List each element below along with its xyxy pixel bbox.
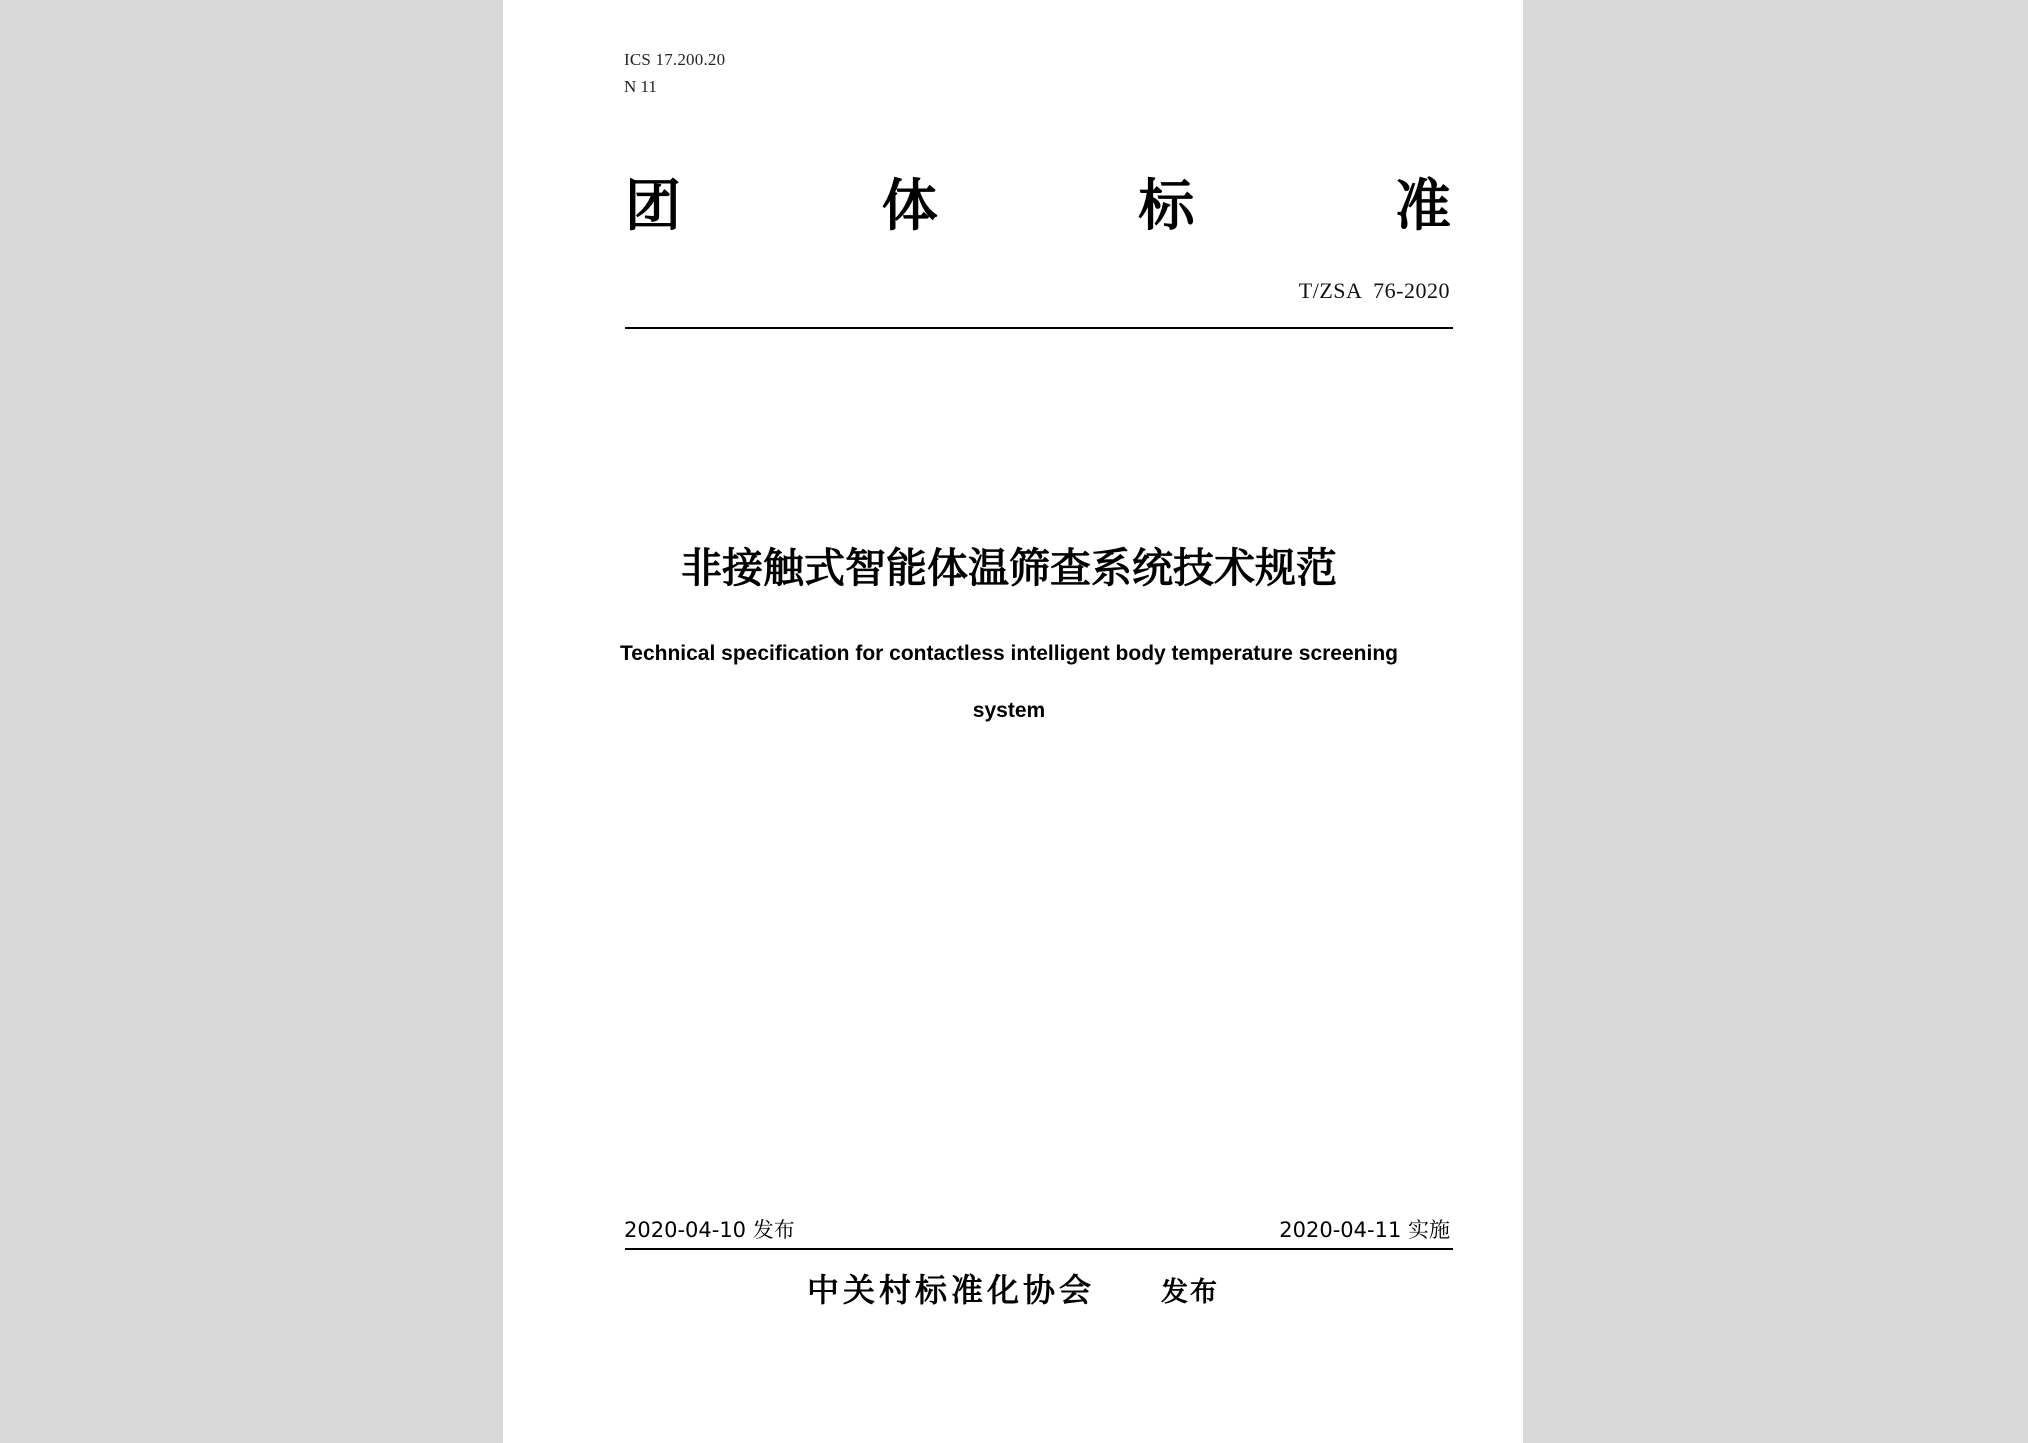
standard-type-char: 准 (1394, 173, 1451, 239)
ics-code: ICS 17.200.20 (624, 50, 726, 69)
issue-date: 2020-04-10 发布 (624, 1218, 795, 1242)
title-english-line-1: Technical specification for contactless intelligent body temperature screening (620, 642, 1398, 665)
top-divider (625, 327, 1453, 329)
publisher-line (503, 1268, 1523, 1315)
implementation-date: 2020-04-11 实施 (1279, 1218, 1450, 1242)
bottom-divider (625, 1248, 1453, 1250)
standard-code: T/ZSA 76-2020 (1298, 278, 1450, 303)
title-chinese: 非接触式智能体温筛查系统技术规范 (681, 544, 1337, 592)
title-english-line-2: system (972, 699, 1046, 722)
publisher-organization: 中关村标准化协会 (806, 1271, 1095, 1309)
ccs-code: N 11 (624, 77, 657, 96)
standard-type-char: 团 (625, 173, 681, 239)
standard-type-char: 标 (1138, 173, 1195, 239)
document-page (503, 0, 1523, 1443)
standard-type-char: 体 (881, 173, 938, 239)
standard-type-heading (625, 173, 1451, 239)
publisher-issue-label: 发布 (1161, 1277, 1219, 1308)
